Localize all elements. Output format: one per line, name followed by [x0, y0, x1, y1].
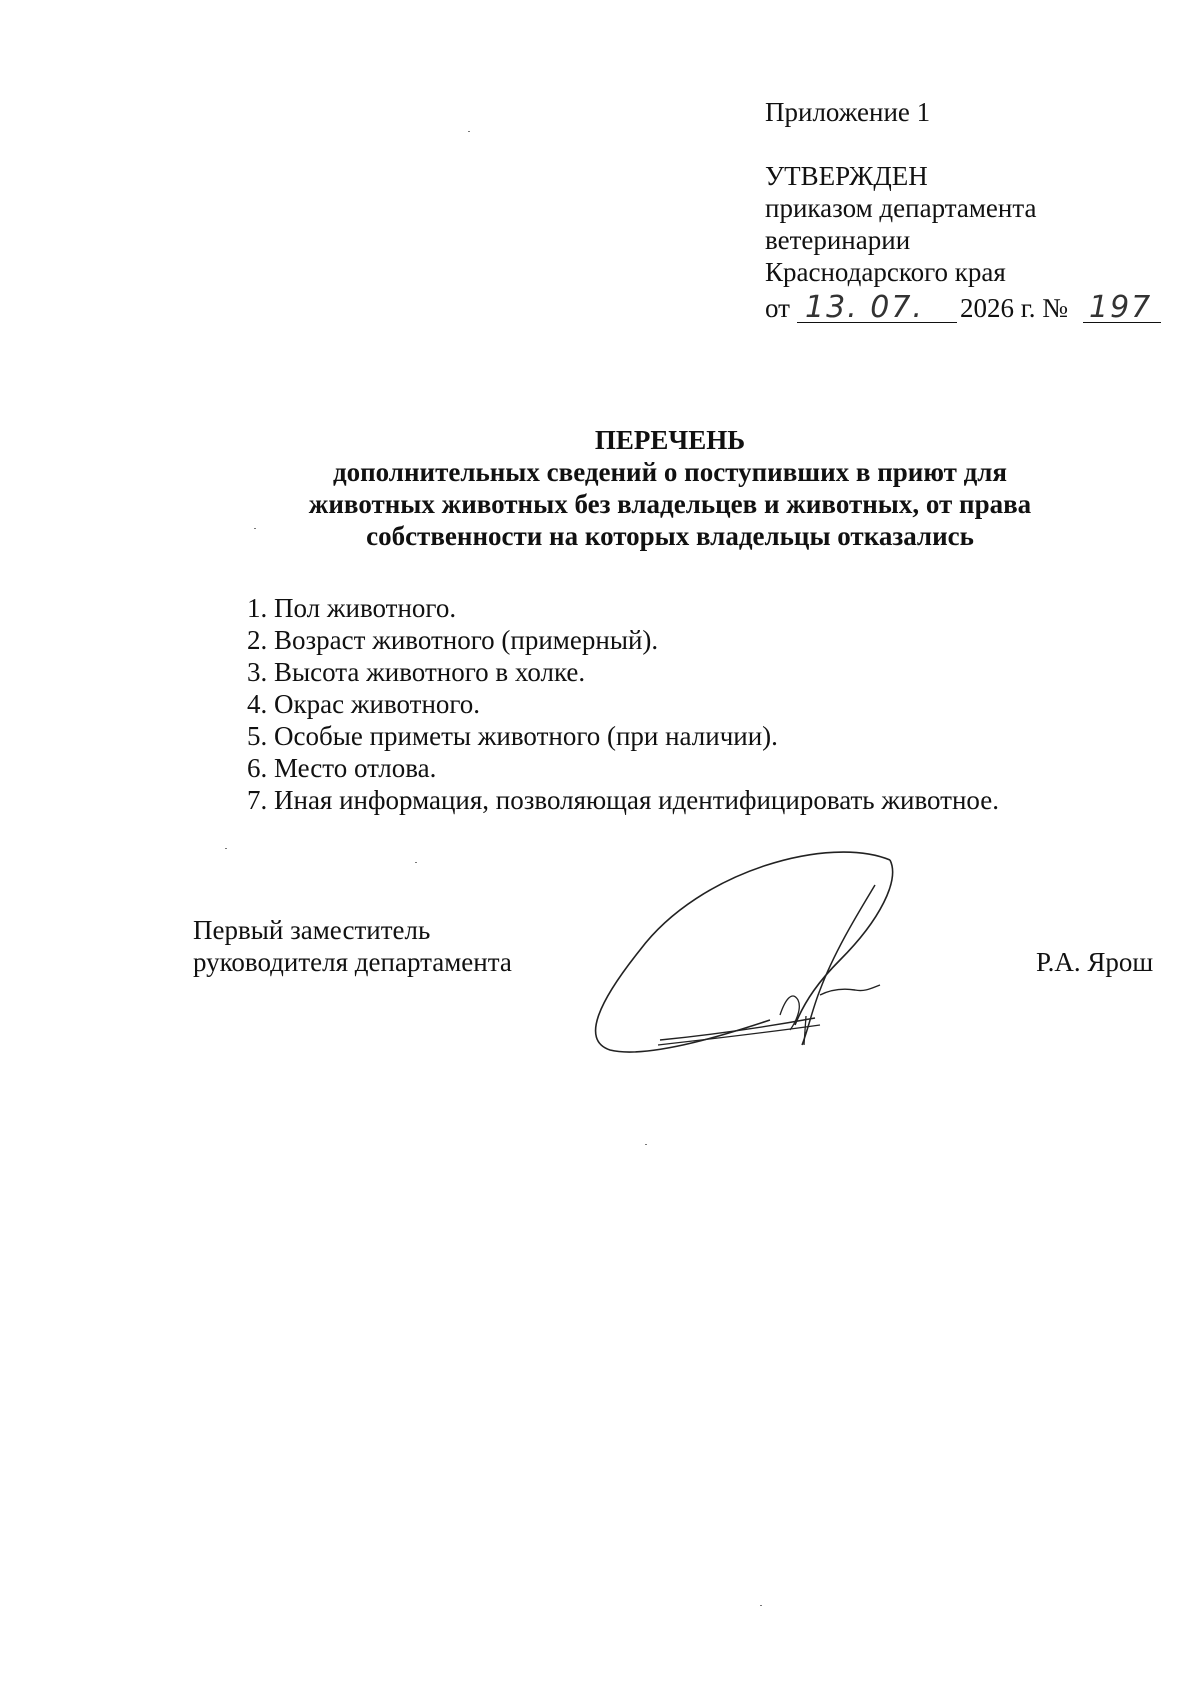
list-item: 5. Особые приметы животного (при наличии). — [247, 721, 778, 751]
approval-line-2: ветеринарии — [765, 225, 911, 255]
approval-line-3: Краснодарского края — [765, 257, 1006, 287]
signer-position-line-1: Первый заместитель — [193, 915, 431, 945]
list-item: 4. Окрас животного. — [247, 689, 481, 719]
signer-name: Р.А. Ярош — [1036, 947, 1154, 977]
title-main: ПЕРЕЧЕНЬ — [594, 425, 746, 455]
scan-speck — [254, 528, 256, 529]
approval-block — [765, 96, 1165, 336]
signer-position — [193, 914, 512, 978]
approved-label: УТВЕРЖДЕН — [765, 161, 928, 191]
number-handwritten: 197 — [1089, 290, 1153, 325]
date-prefix: от — [765, 293, 790, 323]
scan-speck — [415, 862, 417, 863]
title-subtitle-1: дополнительных сведений о поступивших в приют для — [332, 457, 1008, 487]
approval-date-line — [765, 292, 1165, 328]
approval-line-1: приказом департамента — [765, 193, 1037, 223]
document-title — [200, 424, 1140, 552]
title-subtitle-2: животных животных без владельцев и животных, от права — [308, 489, 1032, 519]
items-list — [247, 592, 1147, 816]
year-number-label: 2026 г. № — [960, 293, 1069, 323]
handwritten-signature — [580, 840, 910, 1070]
scan-speck — [760, 1605, 762, 1606]
scan-speck — [645, 1144, 647, 1145]
appendix-label: Приложение 1 — [765, 97, 931, 127]
list-item: 7. Иная информация, позволяющая идентифицировать животное. — [247, 785, 999, 815]
signer-position-line-2: руководителя департамента — [193, 947, 512, 977]
list-item: 3. Высота животного в холке. — [247, 657, 586, 687]
list-item: 6. Место отлова. — [247, 753, 437, 783]
scan-speck — [225, 848, 227, 849]
list-item: 2. Возраст животного (примерный). — [247, 625, 659, 655]
title-subtitle-3: собственности на которых владельцы отказались — [366, 521, 974, 551]
scan-speck — [468, 131, 470, 132]
date-handwritten: 13. 07. — [805, 290, 924, 325]
list-item: 1. Пол животного. — [247, 593, 457, 623]
